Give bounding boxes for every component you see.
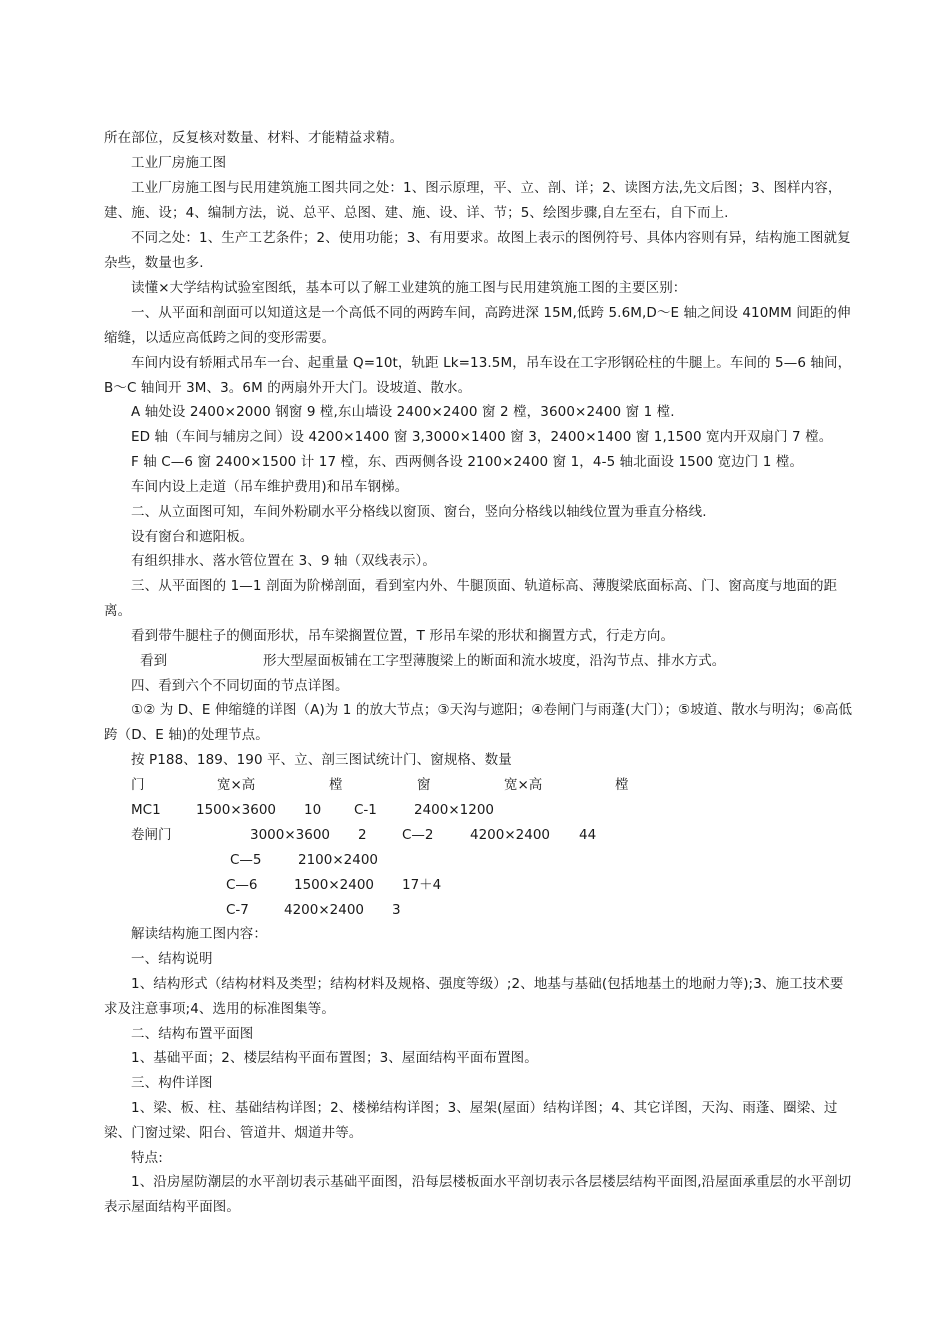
paragraph: 所在部位，反复核对数量、材料、才能精益求精。 bbox=[104, 130, 404, 146]
table-header-cell: 门 bbox=[131, 777, 145, 793]
paragraph: ED 轴（车间与辅房之间）设 4200×1400 窗 3,3000×1400 窗 3，2400×1400 窗 1,1500 宽内开双扇门 7 樘。 bbox=[131, 429, 833, 445]
paragraph: 看到带牛腿柱子的侧面形状，吊车梁搁置位置，T 形吊车梁的形状和搁置方式，行走方向。 bbox=[131, 628, 675, 644]
paragraph: 1、沿房屋防潮层的水平剖切表示基础平面图，沿每层楼板面水平剖切表示各层楼层结构平面图,沿屋面承重层的水平剖切表示屋面结构平面图。 bbox=[104, 1174, 852, 1215]
table-cell: 2 bbox=[358, 827, 367, 843]
paragraph: A 轴处设 2400×2000 钢窗 9 樘,东山墙设 2400×2400 窗 2 樘，3600×2400 窗 1 樘. bbox=[131, 404, 675, 420]
paragraph: 1、结构形式（结构材料及类型；结构材料及规格、强度等级）;2、地基与基础(包括地基土的地耐力等);3、施工技术要求及注意事项;4、选用的标准图集等。 bbox=[104, 976, 844, 1017]
table-cell: 2400×1200 bbox=[414, 802, 495, 818]
paragraph-fragment: 看到 bbox=[140, 653, 168, 669]
table-cell: C-1 bbox=[354, 802, 377, 818]
table-cell: C—5 bbox=[230, 852, 262, 868]
paragraph: 车间内设有轿厢式吊车一台、起重量 Q=10t，轨距 Lk=13.5M，吊车设在工字形钢砼柱的牛腿上。车间的 5—6 轴间，B～C 轴间开 3M、3。6M 的两扇外开大门。设坡道、散水。 bbox=[104, 355, 852, 396]
table-cell: 10 bbox=[304, 802, 322, 818]
paragraph: 工业厂房施工图与民用建筑施工图共同之处：1、图示原理，平、立、剖、详；2、读图方法,先文后图；3、图样内容，建、施、设；4、编制方法，说、总平、总图、建、施、设、详、节；5、绘图步骤,自左至右，自下而上. bbox=[104, 180, 842, 221]
section-heading: 三、构件详图 bbox=[131, 1075, 213, 1091]
table-cell: 4200×2400 bbox=[284, 902, 365, 918]
section-heading: 工业厂房施工图 bbox=[131, 155, 227, 171]
section-heading: 特点: bbox=[131, 1150, 163, 1166]
paragraph: 1、基础平面；2、楼层结构平面布置图；3、屋面结构平面布置图。 bbox=[131, 1050, 538, 1066]
table-header-cell: 樘 bbox=[615, 777, 629, 793]
paragraph: 有组织排水、落水管位置在 3、9 轴（双线表示）。 bbox=[131, 553, 437, 569]
table-header-cell: 窗 bbox=[417, 777, 431, 793]
table-cell: 1500×3600 bbox=[196, 802, 277, 818]
table-cell: MC1 bbox=[131, 802, 161, 818]
table-cell: C-7 bbox=[226, 902, 249, 918]
paragraph: 1、梁、板、柱、基础结构详图；2、楼梯结构详图；3、屋架(屋面）结构详图；4、其它详图，天沟、雨蓬、圈梁、过梁、门窗过梁、阳台、管道井、烟道井等。 bbox=[104, 1100, 838, 1141]
paragraph: F 轴 C—6 窗 2400×1500 计 17 樘，东、西两侧各设 2100×2400 窗 1，4-5 轴北面设 1500 宽边门 1 樘。 bbox=[131, 454, 804, 470]
table-cell: 4200×2400 bbox=[470, 827, 551, 843]
table-cell: 44 bbox=[579, 827, 597, 843]
paragraph: 一、从平面和剖面可以知道这是一个高低不同的两跨车间，高跨进深 15M,低跨 5.6M,D～E 轴之间设 410MM 间距的伸缩缝，以适应高低跨之间的变形需要。 bbox=[104, 305, 851, 346]
table-cell: C—2 bbox=[402, 827, 434, 843]
paragraph: 四、看到六个不同切面的节点详图。 bbox=[131, 678, 349, 694]
table-cell: 2100×2400 bbox=[298, 852, 379, 868]
table-cell: 3000×3600 bbox=[250, 827, 331, 843]
table-cell: 3 bbox=[392, 902, 401, 918]
table-cell: 卷闸门 bbox=[131, 827, 172, 843]
table-cell: C—6 bbox=[226, 877, 258, 893]
paragraph: 按 P188、189、190 平、立、剖三图试统计门、窗规格、数量 bbox=[131, 752, 512, 768]
table-header-cell: 宽×高 bbox=[504, 777, 543, 793]
table-header-cell: 樘 bbox=[329, 777, 343, 793]
paragraph: 读懂×大学结构试验室图纸，基本可以了解工业建筑的施工图与民用建筑施工图的主要区别： bbox=[131, 280, 687, 296]
paragraph-fragment: 形大型屋面板铺在工字型薄腹梁上的断面和流水坡度，沿沟节点、排水方式。 bbox=[263, 653, 726, 669]
table-cell: 17＋4 bbox=[402, 877, 442, 893]
paragraph: 不同之处：1、生产工艺条件；2、使用功能；3、有用要求。故图上表示的图例符号、具体内容则有异，结构施工图就复杂些，数量也多. bbox=[104, 230, 851, 271]
paragraph: 设有窗台和遮阳板。 bbox=[131, 529, 254, 545]
section-heading: 解读结构施工图内容： bbox=[131, 926, 267, 942]
paragraph: 三、从平面图的 1—1 剖面为阶梯剖面，看到室内外、牛腿顶面、轨道标高、薄腹梁底面标高、门、窗高度与地面的距离。 bbox=[104, 578, 838, 619]
section-heading: 二、结构布置平面图 bbox=[131, 1026, 254, 1042]
paragraph: 二、从立面图可知，车间外粉刷水平分格线以窗顶、窗台，竖向分格线以轴线位置为垂直分格线. bbox=[131, 504, 707, 520]
paragraph: ①② 为 D、E 伸缩缝的详图（A)为 1 的放大节点；③天沟与遮阳；④卷闸门与雨蓬(大门）；⑤坡道、散水与明沟；⑥高低跨（D、E 轴)的处理节点。 bbox=[104, 702, 853, 743]
section-heading: 一、结构说明 bbox=[131, 951, 213, 967]
table-cell: 1500×2400 bbox=[294, 877, 375, 893]
table-header-cell: 宽×高 bbox=[217, 777, 256, 793]
paragraph: 车间内设上走道（吊车维护费用)和吊车钢梯。 bbox=[131, 479, 409, 495]
